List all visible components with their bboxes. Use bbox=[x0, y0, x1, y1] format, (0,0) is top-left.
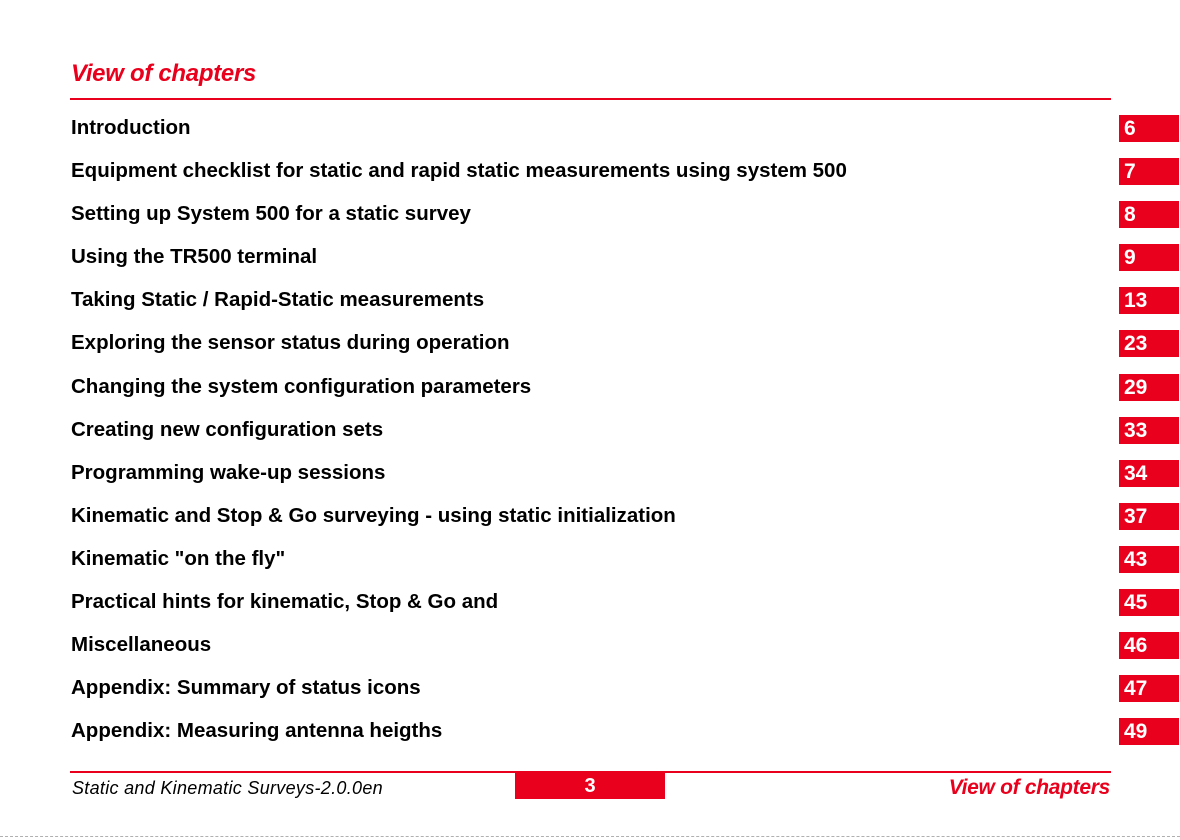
toc-item-page-badge[interactable]: 49 bbox=[1119, 718, 1179, 745]
toc-item-page-badge[interactable]: 33 bbox=[1119, 417, 1179, 444]
page-bottom-border bbox=[0, 836, 1180, 837]
toc-item[interactable] bbox=[0, 451, 1180, 494]
toc-item-title[interactable]: Setting up System 500 for a static survey bbox=[71, 202, 471, 226]
toc-item-page-badge[interactable]: 6 bbox=[1119, 115, 1179, 142]
toc-item-title[interactable]: Appendix: Measuring antenna heigths bbox=[71, 719, 443, 743]
toc-item[interactable] bbox=[0, 235, 1180, 278]
table-of-contents bbox=[0, 106, 1180, 752]
toc-item[interactable] bbox=[0, 192, 1180, 235]
toc-item[interactable] bbox=[0, 580, 1180, 623]
toc-item[interactable] bbox=[0, 321, 1180, 364]
toc-item-title[interactable]: Kinematic and Stop & Go surveying - using static initialization bbox=[71, 503, 676, 527]
toc-item-title[interactable]: Programming wake-up sessions bbox=[71, 460, 386, 484]
toc-item[interactable] bbox=[0, 623, 1180, 666]
toc-item-page-badge[interactable]: 23 bbox=[1119, 330, 1179, 357]
toc-item[interactable] bbox=[0, 709, 1180, 752]
toc-item[interactable] bbox=[0, 408, 1180, 451]
toc-item[interactable] bbox=[0, 278, 1180, 321]
toc-item-page-badge[interactable]: 8 bbox=[1119, 201, 1179, 228]
toc-item-page-badge[interactable]: 13 bbox=[1119, 287, 1179, 314]
toc-item-title[interactable]: Kinematic "on the fly" bbox=[71, 546, 286, 570]
toc-item-page-badge[interactable]: 9 bbox=[1119, 244, 1179, 271]
toc-item-title[interactable]: Equipment checklist for static and rapid static measurements using system 500 bbox=[71, 159, 847, 183]
toc-item[interactable] bbox=[0, 149, 1180, 192]
toc-item-page-badge[interactable]: 37 bbox=[1119, 503, 1179, 530]
toc-item-title[interactable]: Changing the system configuration parameters bbox=[71, 374, 532, 398]
toc-item-title[interactable]: Practical hints for kinematic, Stop & Go and bbox=[71, 590, 499, 614]
toc-item[interactable] bbox=[0, 494, 1180, 537]
toc-item-page-badge[interactable]: 29 bbox=[1119, 374, 1179, 401]
toc-item-title[interactable]: Taking Static / Rapid-Static measurements bbox=[71, 288, 485, 312]
toc-item-page-badge[interactable]: 46 bbox=[1119, 632, 1179, 659]
toc-item-title[interactable]: Exploring the sensor status during operation bbox=[71, 331, 510, 355]
title-divider bbox=[70, 98, 1111, 100]
toc-item-title[interactable]: Introduction bbox=[71, 116, 191, 139]
toc-item[interactable] bbox=[0, 365, 1180, 408]
toc-item-page-badge[interactable]: 45 bbox=[1119, 589, 1179, 616]
toc-item-page-badge[interactable]: 43 bbox=[1119, 546, 1179, 573]
toc-item[interactable] bbox=[0, 537, 1180, 580]
toc-item-title[interactable]: Creating new configuration sets bbox=[71, 417, 384, 441]
toc-item-title[interactable]: Using the TR500 terminal bbox=[71, 245, 318, 269]
footer-document-title: Static and Kinematic Surveys-2.0.0en bbox=[72, 778, 383, 798]
toc-item-title[interactable]: Miscellaneous bbox=[71, 633, 212, 657]
footer-section-link[interactable]: View of chapters bbox=[948, 776, 1110, 799]
toc-item-page-badge[interactable]: 47 bbox=[1119, 675, 1179, 702]
footer-page-number: 3 bbox=[515, 773, 665, 799]
toc-item[interactable] bbox=[0, 666, 1180, 709]
toc-item-page-badge[interactable]: 7 bbox=[1119, 158, 1179, 185]
toc-item-page-badge[interactable]: 34 bbox=[1119, 460, 1179, 487]
toc-item-title[interactable]: Appendix: Summary of status icons bbox=[71, 676, 421, 700]
toc-item[interactable] bbox=[0, 106, 1180, 149]
page-title: View of chapters bbox=[71, 60, 257, 87]
